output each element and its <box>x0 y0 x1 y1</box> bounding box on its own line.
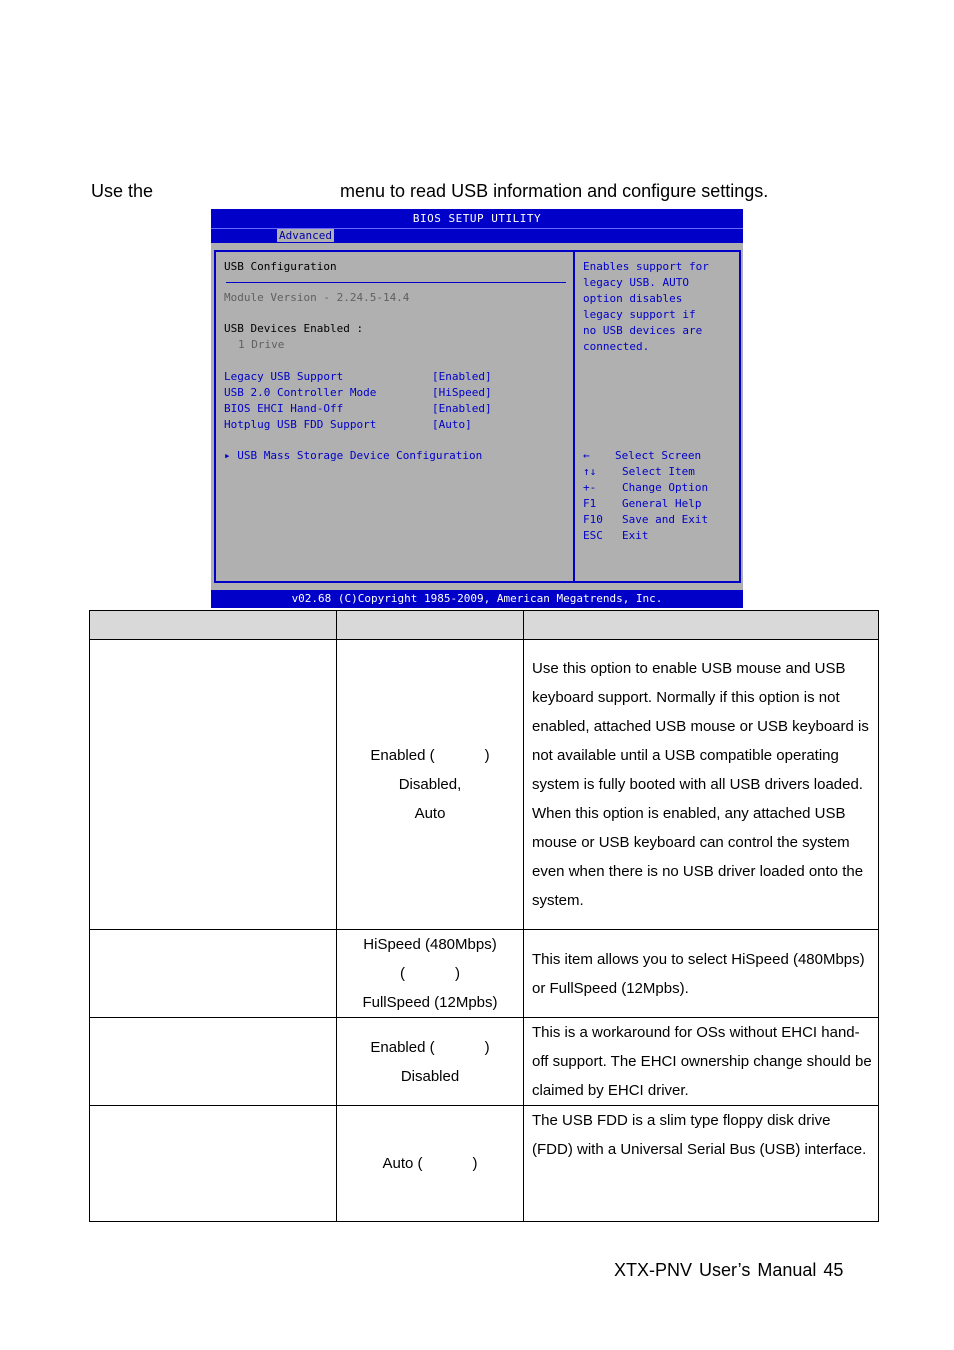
help-text-line: option disables <box>583 292 683 305</box>
key-hint-select-item <box>583 465 695 479</box>
setting-hotplug-fdd-label[interactable]: Hotplug USB FDD Support <box>224 418 377 431</box>
key-up-down-arrow-icon: ↑↓ <box>583 465 597 478</box>
key-hint-select-screen <box>583 449 702 463</box>
bios-title: BIOS SETUP UTILITY <box>211 209 743 228</box>
setting-hotplug-fdd-value[interactable]: [Auto] <box>432 418 472 431</box>
table-row <box>90 930 879 1018</box>
cell-description: This is a workaround for OSs without EHCI hand-off support. The EHCI ownership change should be claimed by EHCI driver. <box>524 1018 879 1106</box>
option-value: Enabled ( ) <box>370 1038 490 1056</box>
setting-usb2-mode-label[interactable]: USB 2.0 Controller Mode <box>224 386 377 399</box>
header-cell-item <box>90 611 337 640</box>
bios-screenshot <box>211 209 743 608</box>
setting-legacy-usb-label[interactable]: Legacy USB Support <box>224 370 344 383</box>
setting-ehci-handoff-value[interactable]: [Enabled] <box>432 402 492 415</box>
bios-menubar <box>211 228 743 243</box>
settings-table <box>89 610 879 1222</box>
setting-ehci-handoff-label[interactable]: BIOS EHCI Hand-Off <box>224 402 344 415</box>
option-value: ( ) <box>400 965 460 982</box>
cell-options <box>337 1106 524 1222</box>
intro-text-start: Use the <box>91 181 154 201</box>
option-value: Disabled <box>400 1067 460 1085</box>
devices-label: USB Devices Enabled : <box>224 322 364 335</box>
option-value: HiSpeed (480Mbps) <box>363 936 497 953</box>
bios-body <box>211 243 743 590</box>
help-text-line: legacy support if <box>583 308 696 321</box>
cell-options <box>337 640 524 930</box>
intro-text-end: menu to read USB information and configure settings. <box>340 181 769 201</box>
cell-description: This item allows you to select HiSpeed (480Mbps) or FullSpeed (12Mpbs). <box>524 930 879 1018</box>
bios-help-pane <box>573 250 741 583</box>
setting-usb2-mode-value[interactable]: [HiSpeed] <box>432 386 492 399</box>
option-value: FullSpeed (12Mpbs) <box>362 994 498 1011</box>
key-left-arrow-icon: ← <box>583 449 590 462</box>
option-value: Auto ( ) <box>382 1155 478 1172</box>
cell-description: Use this option to enable USB mouse and USB keyboard support. Normally if this option is not enabled, attached USB mouse or USB keyboard is not available until a USB compatible operating system is fully booted with all USB drivers loaded. When this option is enabled, any attached USB mouse or USB keyboard can control the system even when there is no USB driver loaded onto the system. <box>524 640 879 930</box>
table-row <box>90 640 879 930</box>
key-action: Select Screen <box>615 449 702 462</box>
option-value: Enabled ( ) <box>370 747 490 764</box>
key-plus-minus: +- <box>583 481 597 494</box>
table-row <box>90 1106 879 1222</box>
header-cell-options <box>337 611 524 640</box>
module-version: Module Version - 2.24.5-14.4 <box>224 291 410 304</box>
help-text-line: Enables support for <box>583 260 709 273</box>
key-esc: ESC <box>583 529 603 542</box>
cell-options <box>337 1018 524 1106</box>
key-action: Change Option <box>622 481 709 494</box>
cell-item <box>90 1018 337 1106</box>
help-text-line: legacy USB. AUTO <box>583 276 689 289</box>
cell-options <box>337 930 524 1018</box>
cell-item <box>90 640 337 930</box>
key-hint-general-help <box>583 497 702 511</box>
bios-copyright-footer: v02.68 (C)Copyright 1985-2009, American Megatrends, Inc. <box>211 590 743 608</box>
header-cell-description <box>524 611 879 640</box>
key-f1: F1 <box>583 497 597 510</box>
option-value: Disabled, <box>398 776 462 793</box>
bios-main-pane <box>214 250 575 583</box>
key-hint-save-exit <box>583 513 709 527</box>
submenu-mass-storage[interactable]: ▸ USB Mass Storage Device Configuration <box>224 449 483 462</box>
key-f10: F10 <box>583 513 603 526</box>
setting-legacy-usb-value[interactable]: [Enabled] <box>432 370 492 383</box>
cell-item <box>90 1106 337 1222</box>
section-divider <box>226 282 566 283</box>
option-value: Auto <box>414 805 446 822</box>
section-title: USB Configuration <box>224 260 337 273</box>
key-hint-exit <box>583 529 649 543</box>
cell-description: The USB FDD is a slim type floppy disk drive (FDD) with a Universal Serial Bus (USB) interface. <box>524 1106 879 1222</box>
key-hint-change-option <box>583 481 709 495</box>
key-action: Select Item <box>622 465 695 478</box>
key-action: Save and Exit <box>622 513 709 526</box>
table-header-row <box>90 611 879 640</box>
key-action: Exit <box>622 529 649 542</box>
tab-advanced[interactable]: Advanced <box>279 229 332 242</box>
cell-item <box>90 930 337 1018</box>
manual-page-footer: XTX-PNV User’s Manual 45 <box>614 1260 844 1280</box>
key-action: General Help <box>622 497 702 510</box>
devices-value: 1 Drive <box>238 338 285 351</box>
help-text-line: no USB devices are <box>583 324 703 337</box>
help-text-line: connected. <box>583 340 650 353</box>
table-row <box>90 1018 879 1106</box>
